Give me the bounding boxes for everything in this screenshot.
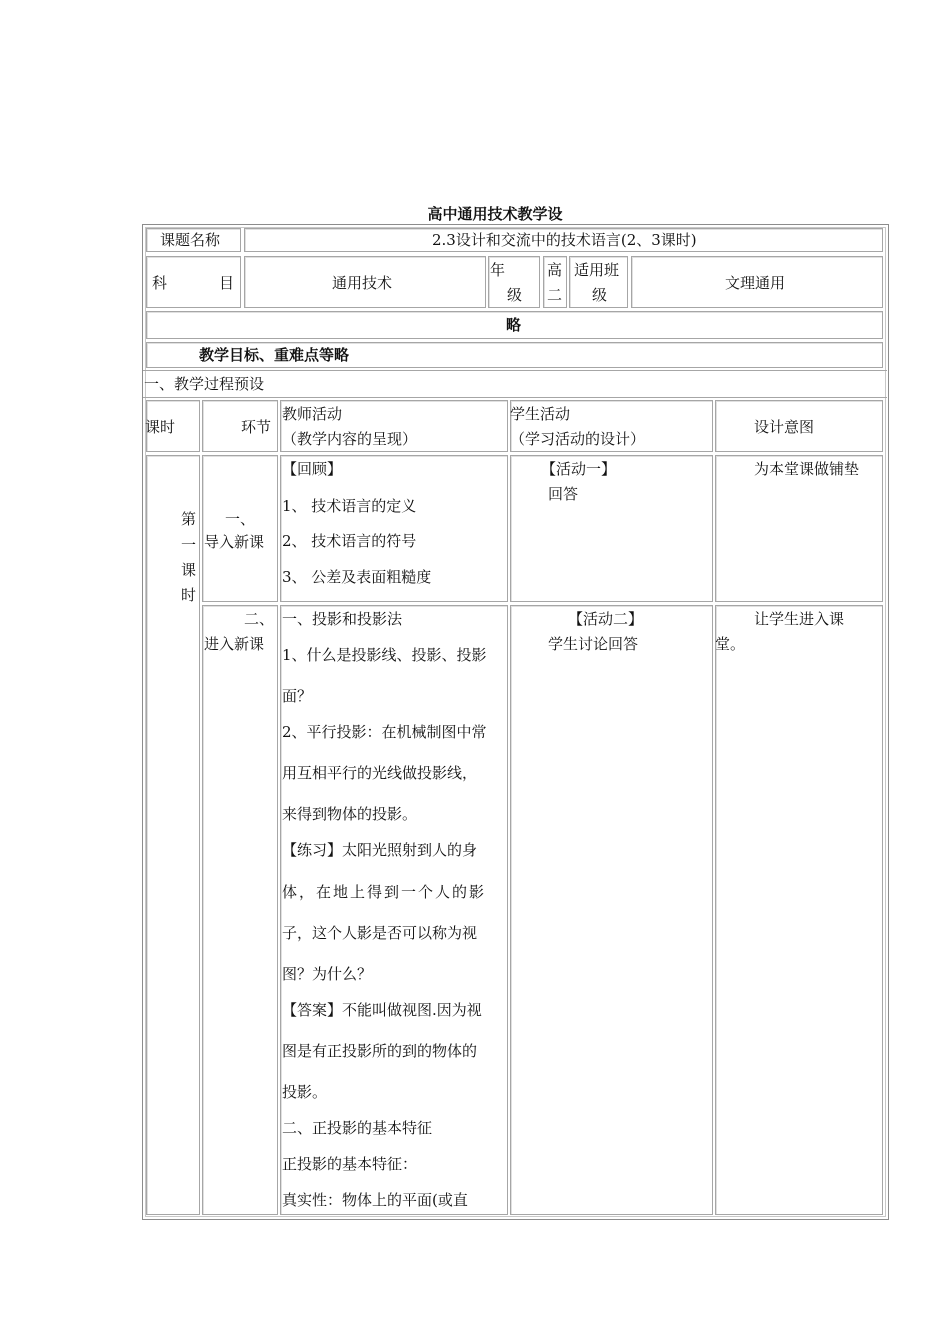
col-teacher-label-1: 教师活动: [282, 405, 343, 423]
period-char: 第: [181, 510, 197, 528]
period-char: 课: [181, 561, 197, 579]
row2-teacher-line: 面？: [282, 687, 313, 705]
period-char: 一: [181, 536, 197, 554]
period-one-cell: [146, 455, 200, 1215]
row2-teacher-line: 图？为什么？: [282, 965, 373, 983]
grade-label-2: 级: [507, 286, 523, 304]
class-label-1: 适用班: [574, 261, 620, 279]
row2-intent-2: 堂。: [715, 635, 746, 653]
row1-stage-2: 导入新课: [204, 533, 265, 551]
row1-student-1: 【活动一】: [541, 460, 617, 478]
row2-intent-1: 让学生进入课: [754, 610, 845, 628]
row2-teacher-line: 投影。: [282, 1083, 328, 1101]
grade-label-1: 年: [490, 261, 506, 279]
divider: [143, 370, 887, 371]
row2-teacher-line: 真实性：物体上的平面(或直: [282, 1191, 468, 1209]
goals-text: 教学目标、重难点等略: [199, 346, 350, 364]
row2-teacher-line: 2、平行投影：在机械制图中常: [282, 723, 487, 741]
omitted-text: 略: [506, 316, 522, 334]
row2-teacher-line: 【答案】不能叫做视图.因为视: [282, 1001, 482, 1019]
row2-intent-cell: [715, 605, 883, 1215]
row1-teacher-cell: [280, 455, 508, 602]
row2-teacher-line: 用互相平行的光线做投影线，: [282, 764, 478, 782]
row1-student-cell: [510, 455, 713, 602]
col-teacher-header: [280, 400, 508, 452]
row2-teacher-line: 正投影的基本特征：: [282, 1155, 418, 1173]
col-intent-header: [715, 400, 883, 452]
row2-teacher-line: 子，这个人影是否可以称为视: [282, 924, 478, 942]
row2-teacher-cell: [280, 605, 508, 1215]
grade-value-cell: [543, 256, 567, 308]
row1-teacher-line: 3、 公差及表面粗糙度: [282, 568, 432, 586]
grade-value-1: 高: [547, 261, 563, 279]
row2-teacher-line: 图是有正投影所的到的物体的: [282, 1042, 478, 1060]
course-name-value-cell: [244, 228, 883, 252]
row2-teacher-line: 来得到物体的投影。: [282, 805, 418, 823]
row1-teacher-line: 1、 技术语言的定义: [282, 497, 417, 515]
row2-stage-2: 进入新课: [204, 635, 265, 653]
row2-stage-1: 二、: [244, 610, 275, 628]
class-value: 文理通用: [725, 274, 786, 292]
document-title: 高中通用技术教学设: [427, 205, 563, 223]
col-student-label-2: （学习活动的设计）: [510, 430, 646, 448]
row1-student-2: 回答: [548, 485, 579, 503]
subject-value-cell: [244, 256, 486, 308]
course-name-value: 2.3设计和交流中的技术语言(2、3课时): [432, 231, 697, 249]
row1-stage-1: 一、: [225, 510, 256, 528]
row2-teacher-line: 1、什么是投影线、投影、投影: [282, 646, 487, 664]
col-intent-label: 设计意图: [754, 418, 815, 436]
process-heading: 一、教学过程预设: [144, 375, 265, 393]
row1-intent: 为本堂课做铺垫: [754, 460, 860, 478]
col-stage-header: [202, 400, 278, 452]
class-label-cell: [569, 256, 628, 308]
row1-teacher-line: 2、 技术语言的符号: [282, 532, 417, 550]
col-stage-label: 环节: [241, 418, 272, 436]
course-name-label-cell: [146, 228, 241, 252]
row2-student-1: 【活动二】: [568, 610, 644, 628]
subject-value: 通用技术: [332, 274, 393, 292]
grade-label-cell: [488, 256, 540, 308]
row1-intent-cell: [715, 455, 883, 602]
col-period-label: 课时: [145, 418, 176, 436]
subject-label-cell: [146, 256, 241, 308]
row2-teacher-line: 一、投影和投影法: [282, 610, 403, 628]
grade-value-2: 二: [547, 286, 563, 304]
col-student-header: [510, 400, 713, 452]
row2-teacher-line: 体，在地上得到一个人的影: [282, 883, 487, 901]
period-char: 时: [181, 586, 197, 604]
col-teacher-label-2: （教学内容的呈现）: [282, 430, 418, 448]
goals-row: [146, 342, 883, 368]
col-student-label-1: 学生活动: [510, 405, 571, 423]
row2-stage-cell: [202, 605, 278, 1215]
class-value-cell: [631, 256, 883, 308]
col-period-header: [146, 400, 200, 452]
subject-label-1: 科: [152, 274, 168, 292]
row1-teacher-line: 【回顾】: [282, 460, 343, 478]
row1-stage-cell: [202, 455, 278, 602]
course-name-label: 课题名称: [160, 231, 221, 249]
row2-teacher-line: 【练习】太阳光照射到人的身: [282, 841, 478, 859]
class-label-2: 级: [592, 286, 608, 304]
row2-teacher-line: 二、正投影的基本特征: [282, 1119, 433, 1137]
row2-student-cell: [510, 605, 713, 1215]
divider: [143, 397, 887, 398]
omitted-row: [146, 311, 883, 339]
subject-label-2: 目: [219, 274, 235, 292]
row2-student-2: 学生讨论回答: [548, 635, 639, 653]
